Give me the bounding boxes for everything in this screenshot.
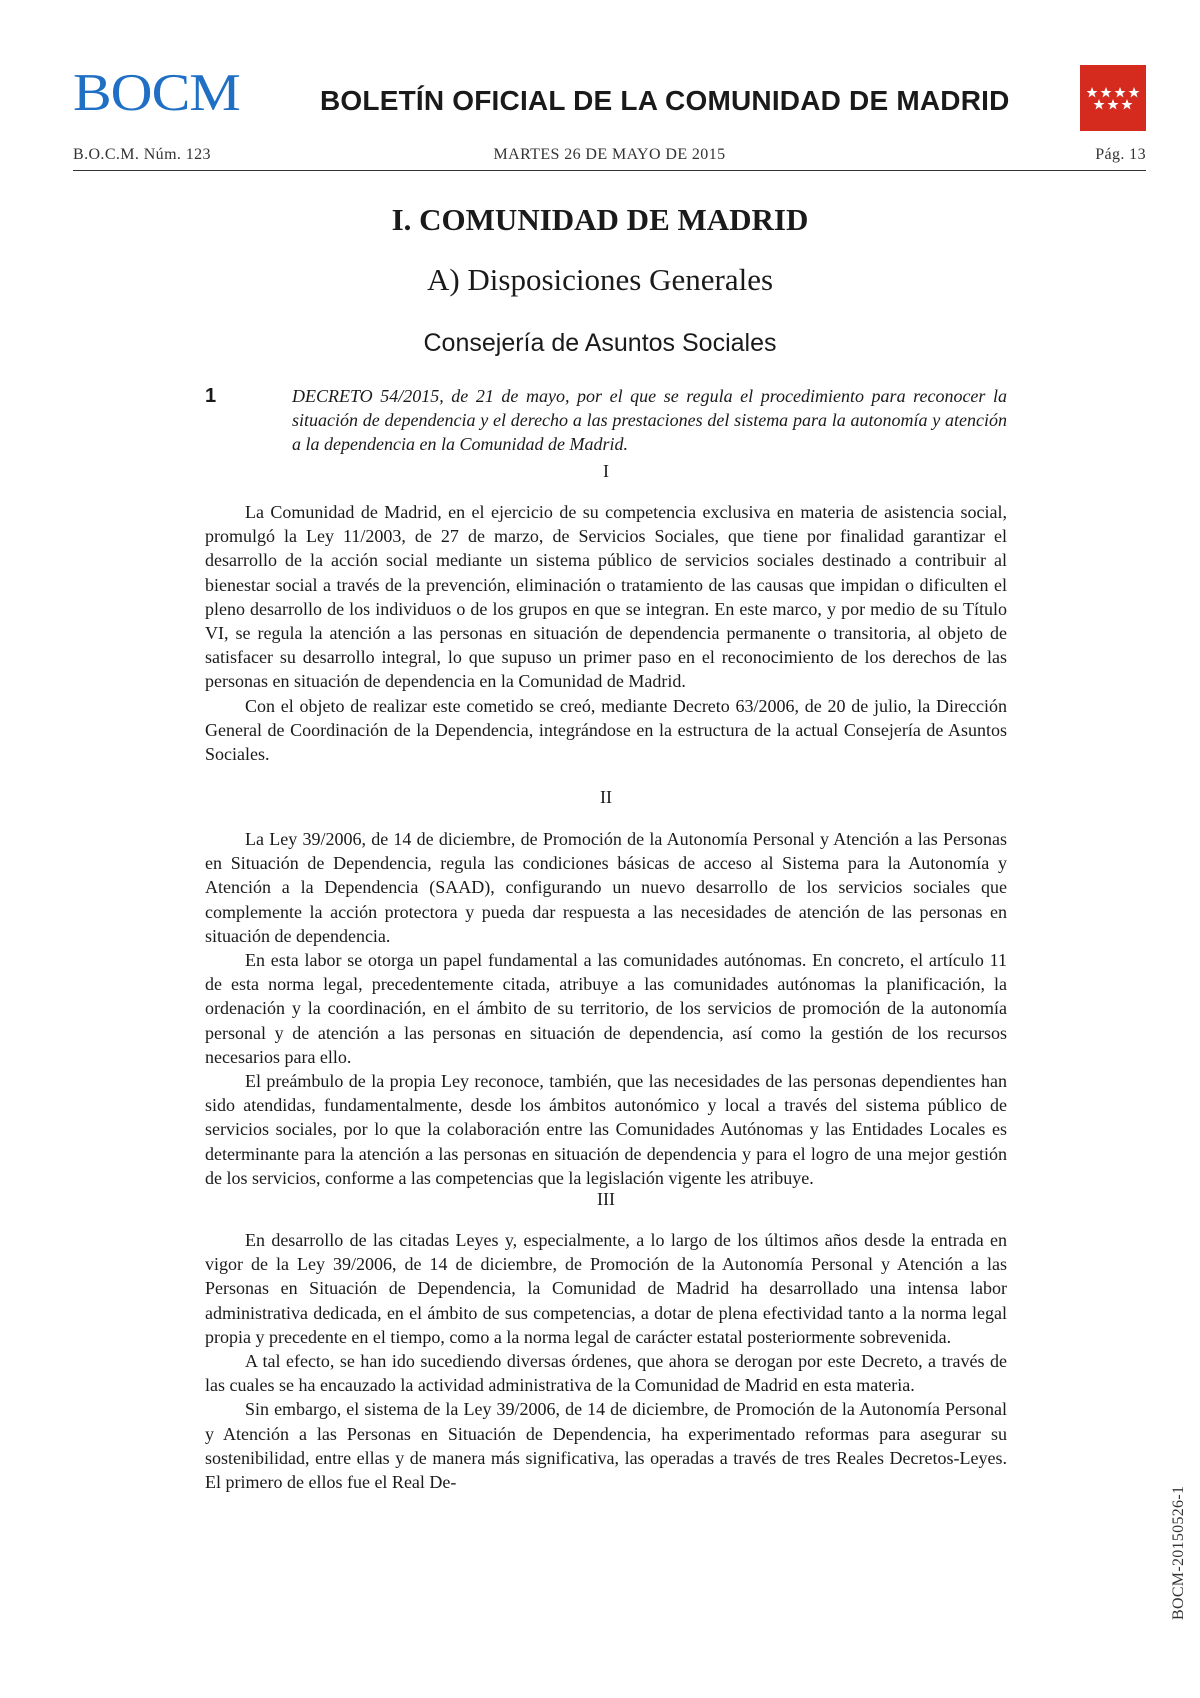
issue-date: MARTES 26 DE MAYO DE 2015 bbox=[493, 146, 726, 163]
bulletin-title: BOLETÍN OFICIAL DE LA COMUNIDAD DE MADRID bbox=[320, 85, 1010, 116]
paragraph: La Ley 39/2006, de 14 de diciembre, de Promoción de la Autonomía Personal y Atención a las Personas en Situación de Dependencia, regula las condiciones básicas de acceso al Sistema para la Autonomía y Atención a la Dependencia (SAAD), configurando un nuevo desarrollo de los servicios sociales que complemente la acción protectora y pueda dar respuesta a las necesidades de atención de las personas en situación de dependencia. bbox=[205, 829, 1007, 946]
paragraph: La Comunidad de Madrid, en el ejercicio de su competencia exclusiva en materia de asistencia social, promulgó la Ley 11/2003, de 27 de marzo, de Servicios Sociales, que tiene por finalidad garantizar el desarrollo de la acción social mediante un sistema público de servicios sociales destinado a contribuir al bienestar social a través de la prevención, eliminación o tratamiento de las causas que impidan o dificulten el pleno desarrollo de los individuos o de los grupos en que se integran. En este marco, y por medio de su Título VI, se regula la atención a las personas en situación de dependencia permanente o transitoria, al objeto de satisfacer su desarrollo integral, lo que supuso un primer paso en el reconocimiento de los derechos de las personas en situación de dependencia en la Comunidad de Madrid. bbox=[205, 502, 1007, 692]
paragraph: A tal efecto, se han ido sucediendo diversas órdenes, que ahora se derogan por este Decreto, a través de las cuales se ha encauzado la actividad administrativa de la Comunidad de Madrid en esta materia. bbox=[205, 1351, 1007, 1396]
paragraph: En desarrollo de las citadas Leyes y, especialmente, a lo largo de los últimos años desde la entrada en vigor de la Ley 39/2006, de 14 de diciembre, de Promoción de la Autonomía Personal y Atención a las Personas en Situación de Dependencia, la Comunidad de Madrid ha desarrollado una intensa labor administrativa dedicada, en el ámbito de sus competencias, a dotar de plena efectividad tanto a la norma legal propia y precedente en el tiempo, como a la norma legal de carácter estatal posteriormente sobrevenida. bbox=[205, 1230, 1007, 1347]
paragraph: En esta labor se otorga un papel fundamental a las comunidades autónomas. En concreto, el artículo 11 de esta norma legal, precedentemente citada, atribuye a las comunidades autónomas la planificación, la ordenación y la coordinación, en el ámbito de su territorio, de los servicios de promoción de la autonomía personal y de atención a las personas en situación de dependencia, así como la gestión de los recursos necesarios para ello. bbox=[205, 950, 1007, 1067]
section-subtitle: A) Disposiciones Generales bbox=[426, 262, 774, 297]
part-i-body bbox=[205, 500, 1007, 766]
part-heading-iii: III bbox=[597, 1189, 615, 1209]
document-code: BOCM-20150526-1 bbox=[1170, 1485, 1187, 1620]
decree-title: DECRETO 54/2015, de 21 de mayo, por el que se regula el procedimiento para reconocer la situación de dependencia y el derecho a las prestaciones del sistema para la autonomía y atención a la dependencia en la Comunidad de Madrid. bbox=[292, 386, 1007, 454]
header-divider bbox=[73, 170, 1146, 171]
paragraph: Sin embargo, el sistema de la Ley 39/2006, de 14 de diciembre, de Promoción de la Autonomía Personal y Atención a las Personas en Situación de Dependencia, ha experimentado reformas para asegurar su sostenibilidad, entre ellas y de manera más significativa, las operadas a través de tres Reales Decretos-Leyes. El primero de ellos fue el Real De- bbox=[205, 1399, 1007, 1493]
section-title: I. COMUNIDAD DE MADRID bbox=[391, 202, 809, 237]
decree-number: 1 bbox=[205, 385, 217, 407]
paragraph: Con el objeto de realizar este cometido se creó, mediante Decreto 63/2006, de 20 de julio, la Dirección General de Coordinación de la Dependencia, integrándose en la estructura de la actual Consejería de Asuntos Sociales. bbox=[205, 695, 1007, 765]
part-ii-body bbox=[205, 827, 1007, 1190]
part-heading-ii: II bbox=[600, 787, 612, 807]
issue-number: B.O.C.M. Núm. 123 bbox=[73, 146, 211, 163]
madrid-flag-icon bbox=[1080, 65, 1146, 131]
page-number: Pág. 13 bbox=[1095, 146, 1146, 163]
part-iii-body bbox=[205, 1228, 1007, 1494]
issue-meta-row bbox=[73, 146, 1146, 170]
paragraph: El preámbulo de la propia Ley reconoce, también, que las necesidades de las personas dependientes han sido atendidas, fundamentalmente, desde los ámbitos autonómico y local a través del sistema público de servicios sociales, por lo que la colaboración entre las Comunidades Autónomas y las Entidades Locales es determinante para la atención a las personas en situación de dependencia y para el logro de una mejor gestión de los servicios, conforme a las competencias que la legislación vigente les atribuye. bbox=[205, 1071, 1007, 1188]
bocm-logo: BOCM bbox=[73, 62, 240, 123]
part-heading-i: I bbox=[603, 461, 609, 481]
department-title: Consejería de Asuntos Sociales bbox=[423, 329, 777, 357]
